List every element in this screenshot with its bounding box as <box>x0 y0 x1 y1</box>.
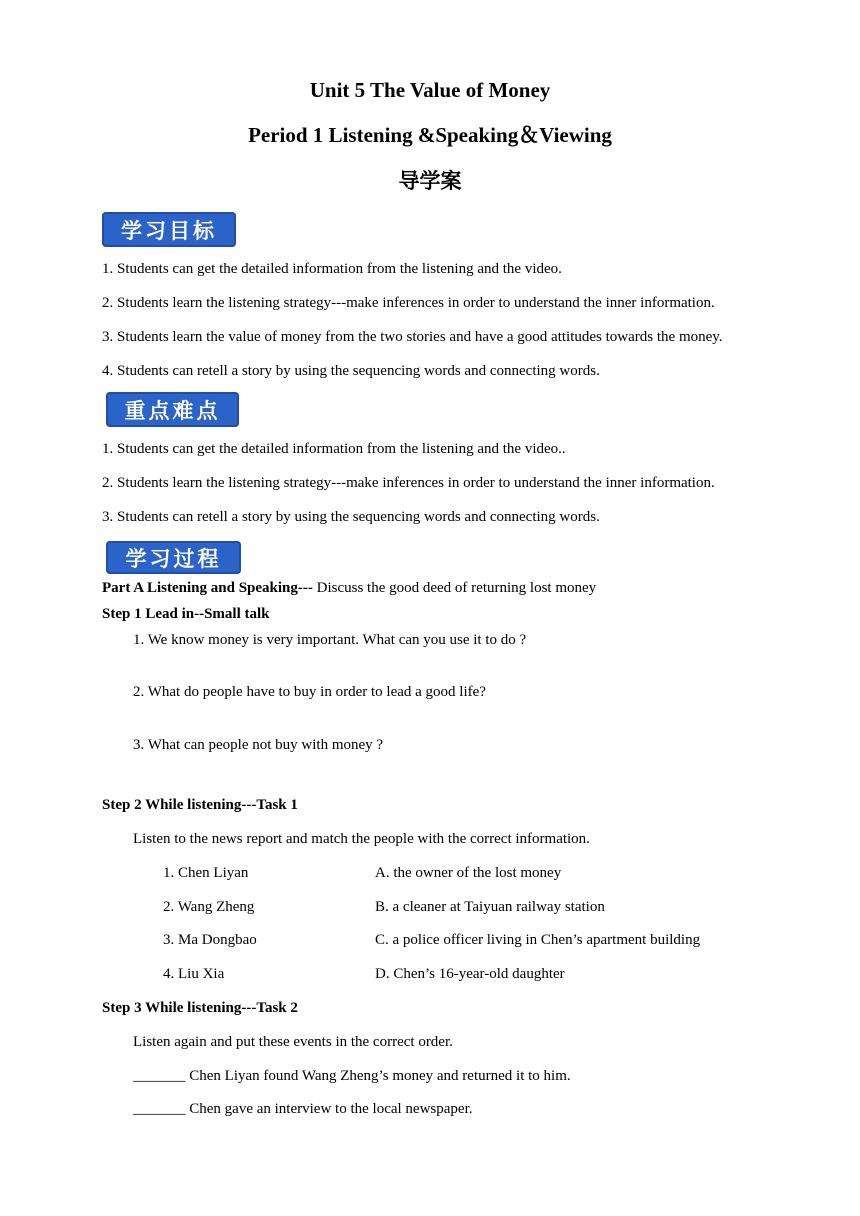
match-person: 3. Ma Dongbao <box>163 932 257 948</box>
step1-heading: Step 1 Lead in--Small talk <box>102 606 270 622</box>
step3-heading: Step 3 While listening---Task 2 <box>102 1000 298 1016</box>
objective-item: 2. Students learn the listening strategy---make inferences in order to understand the inner information. <box>102 295 715 311</box>
learning-process-badge: 学习过程 <box>106 541 241 574</box>
part-a-label: Part A Listening and Speaking--- <box>102 580 313 596</box>
step2-heading: Step 2 While listening---Task 1 <box>102 797 298 813</box>
step2-instruction: Listen to the news report and match the people with the correct information. <box>133 831 590 847</box>
order-event: _______ Chen gave an interview to the local newspaper. <box>133 1101 473 1117</box>
objective-item: 1. Students can get the detailed information from the listening and the video. <box>102 261 562 277</box>
key-point-item: 2. Students learn the listening strategy---make inferences in order to understand the inner information. <box>102 475 715 491</box>
step1-question: 3. What can people not buy with money ? <box>133 737 384 753</box>
key-points-badge: 重点难点 <box>106 392 239 427</box>
objective-item: 3. Students learn the value of money from the two stories and have a good attitudes towards the money. <box>102 329 723 345</box>
match-info: C. a police officer living in Chen’s apartment building <box>375 932 701 948</box>
step1-question: 2. What do people have to buy in order to lead a good life? <box>133 684 486 700</box>
key-point-item: 1. Students can get the detailed information from the listening and the video.. <box>102 441 566 457</box>
order-event: _______ Chen Liyan found Wang Zheng’s money and returned it to him. <box>133 1068 571 1084</box>
match-info: B. a cleaner at Taiyuan railway station <box>375 899 605 915</box>
part-a-heading <box>102 580 596 597</box>
period-subtitle: Period 1 Listening &Speaking＆Viewing <box>248 123 612 147</box>
doc-type-label: 导学案 <box>398 169 462 193</box>
document-title: Unit 5 The Value of Money <box>309 78 551 102</box>
step3-instruction: Listen again and put these events in the correct order. <box>133 1034 453 1050</box>
match-info: D. Chen’s 16-year-old daughter <box>375 966 565 982</box>
match-info: A. the owner of the lost money <box>375 865 562 881</box>
key-point-item: 3. Students can retell a story by using the sequencing words and connecting words. <box>102 509 600 525</box>
part-a-description: Discuss the good deed of returning lost money <box>312 580 597 596</box>
objective-item: 4. Students can retell a story by using the sequencing words and connecting words. <box>102 363 600 379</box>
match-person: 2. Wang Zheng <box>163 899 255 915</box>
match-person: 4. Liu Xia <box>163 966 225 982</box>
match-person: 1. Chen Liyan <box>163 865 249 881</box>
step1-question: 1. We know money is very important. What can you use it to do ? <box>133 632 527 648</box>
learning-objectives-badge: 学习目标 <box>102 212 236 247</box>
